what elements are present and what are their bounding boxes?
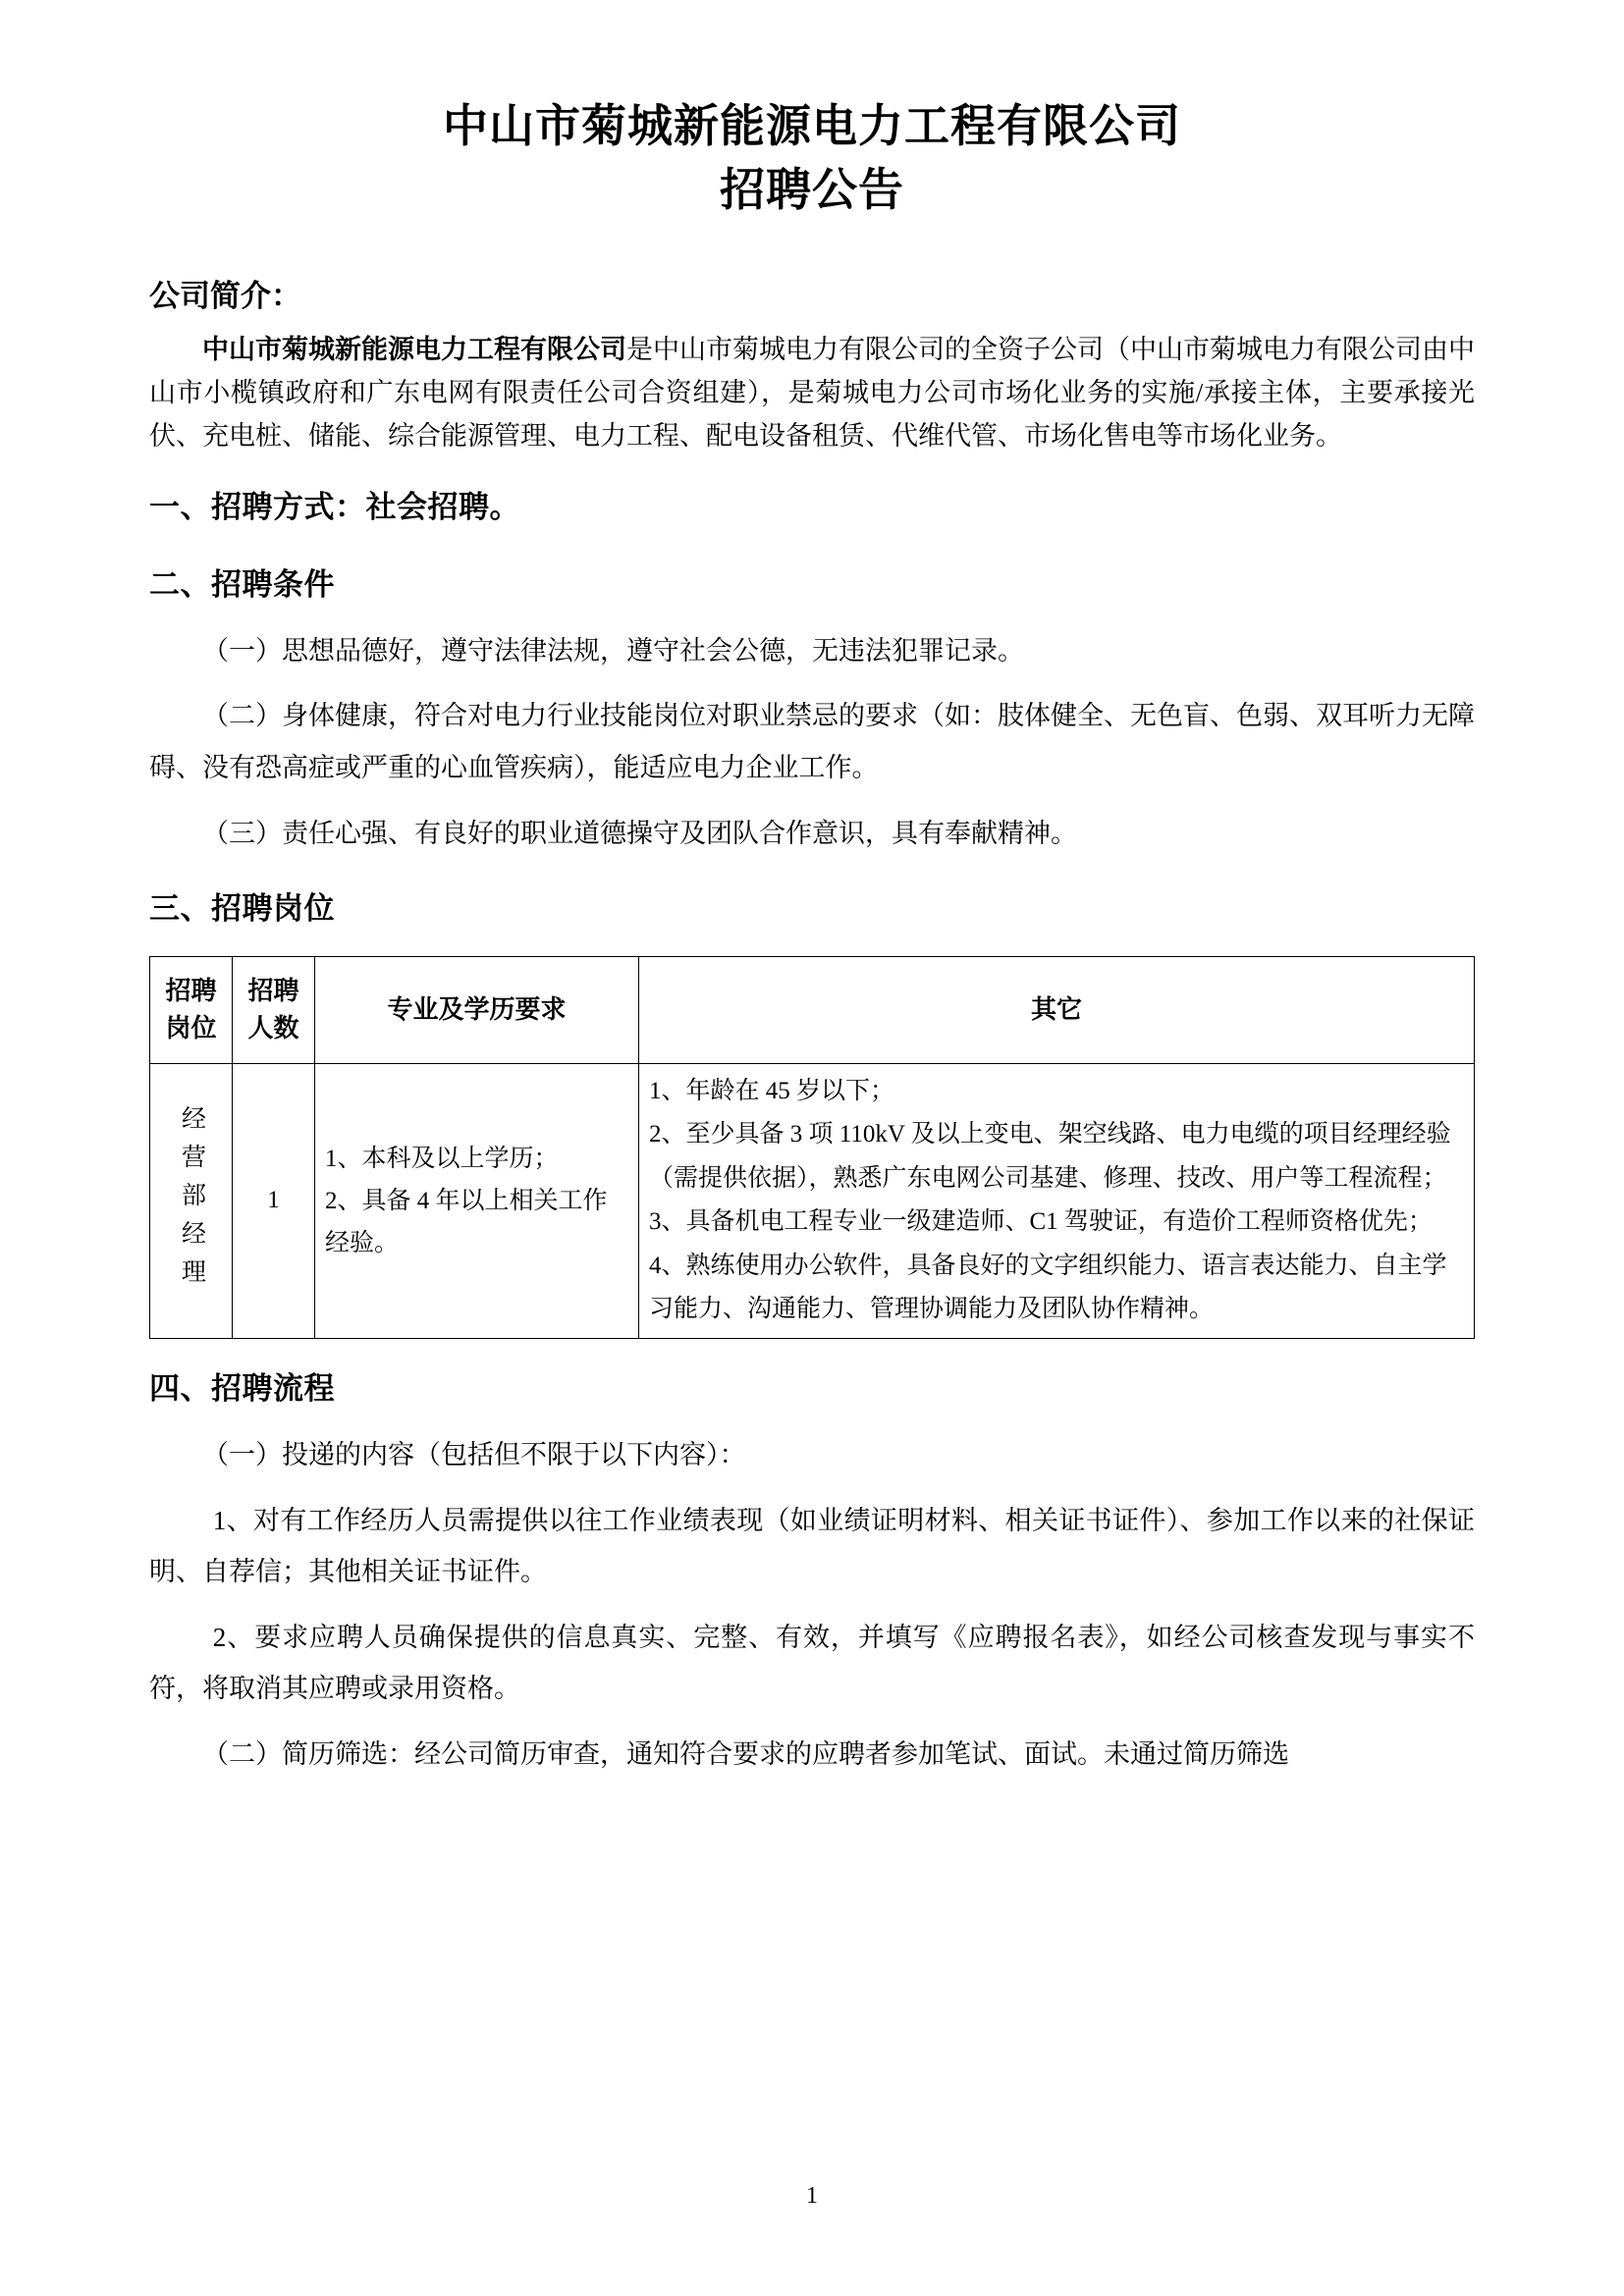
page-number: 1 <box>806 2183 818 2209</box>
process-item-2: 1、对有工作经历人员需提供以往工作业绩表现（如业绩证明材料、相关证书证件）、参加工作以来的社保证明、自荐信；其他相关证书证件。 <box>149 1505 1475 1587</box>
job-positions-table <box>149 956 1475 1339</box>
process-item-1: （一）投递的内容（包括但不限于以下内容）： <box>202 1439 746 1469</box>
title-line-2: 招聘公告 <box>720 165 904 216</box>
section-heading-2: 二、招聘条件 <box>149 566 335 602</box>
table-header-row <box>150 956 1475 1063</box>
section-heading-3: 三、招聘岗位 <box>149 891 335 927</box>
table-header-count: 招聘人数 <box>233 956 315 1063</box>
section-heading-1: 一、招聘方式：社会招聘。 <box>149 490 520 525</box>
cell-position-name: 经营部经理 <box>150 1063 233 1338</box>
cell-position-other <box>639 1063 1475 1338</box>
table-row <box>150 1063 1475 1338</box>
company-intro-body: 是中山市菊城电力有限公司的全资子公司（中山市菊城电力有限公司由中山市小榄镇政府和广东电网有限责任公司合资组建），是菊城电力公司市场化业务的实施/承接主体，主要承接光伏、充电桩、储能、综合能源管理、电力工程、配电设备租赁、代维代管、市场化售电等市场化业务。 <box>149 335 1475 451</box>
title-line-1: 中山市菊城新能源电力工程有限公司 <box>443 101 1181 151</box>
table-header-other: 其它 <box>639 956 1475 1063</box>
condition-item-3: （三）责任心强、有良好的职业道德操守及团队合作意识，具有奉献精神。 <box>202 818 1077 848</box>
table-header-requirements: 专业及学历要求 <box>315 956 639 1063</box>
condition-item-2: （二）身体健康，符合对电力行业技能岗位对职业禁忌的要求（如：肢体健全、无色盲、色弱、双耳听力无障碍、没有恐高症或严重的心血管疾病），能适应电力企业工作。 <box>149 701 1475 783</box>
cell-line: 1、年龄在 45 岁以下； <box>649 1077 895 1104</box>
cell-line: 3、具备机电工程专业一级建造师、C1 驾驶证，有造价工程师资格优先； <box>649 1208 1433 1236</box>
company-intro-heading: 公司简介： <box>149 278 301 313</box>
company-intro-bold-lead: 中山市菊城新能源电力工程有限公司 <box>202 335 626 365</box>
process-item-3: 2、要求应聘人员确保提供的信息真实、完整、有效，并填写《应聘报名表》，如经公司核查发现与事实不符，将取消其应聘或录用资格。 <box>149 1622 1475 1704</box>
page-title <box>149 94 1475 223</box>
cell-position-requirements <box>315 1063 639 1338</box>
cell-line: 2、至少具备 3 项 110kV 及以上变电、架空线路、电力电缆的项目经理经验（需提供依据），熟悉广东电网公司基建、修理、技改、用户等工程流程； <box>649 1121 1451 1192</box>
cell-position-count: 1 <box>233 1063 315 1338</box>
process-item-4: （二）简历筛选：经公司简历审查，通知符合要求的应聘者参加笔试、面试。未通过简历筛选 <box>202 1739 1289 1770</box>
company-intro-paragraph <box>149 329 1475 457</box>
table-header-position: 招聘岗位 <box>150 956 233 1063</box>
cell-line: 2、具备 4 年以上相关工作经验。 <box>325 1187 608 1256</box>
cell-line: 4、熟练使用办公软件，具备良好的文字组织能力、语言表达能力、自主学习能力、沟通能力、管理协调能力及团队协作精神。 <box>649 1252 1447 1323</box>
condition-item-1: （一）思想品德好，遵守法律法规，遵守社会公德，无违法犯罪记录。 <box>202 635 1024 666</box>
section-heading-4: 四、招聘流程 <box>149 1370 335 1406</box>
cell-line: 1、本科及以上学历； <box>325 1145 559 1172</box>
